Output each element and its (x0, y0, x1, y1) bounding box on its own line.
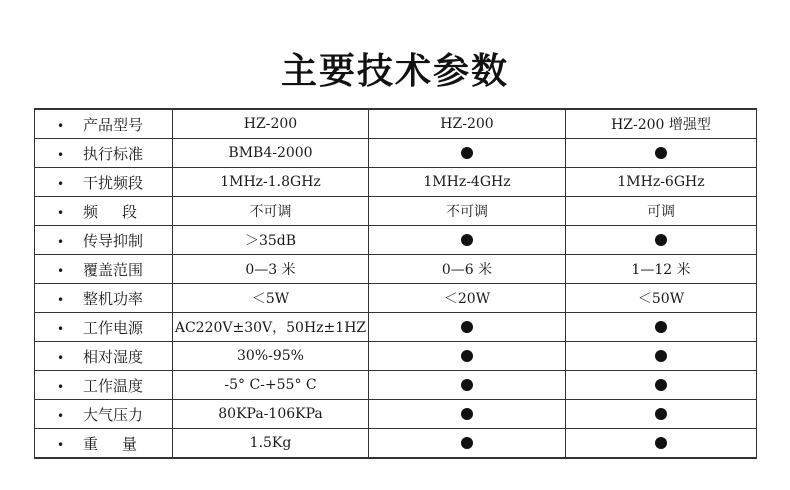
table-row (35, 371, 757, 400)
row-label: 覆盖范围 (83, 260, 144, 279)
value-cell: BMB4-2000 (173, 139, 369, 168)
bullet-icon: • (57, 118, 65, 133)
value-cell (369, 400, 566, 429)
filled-dot-icon (655, 147, 667, 159)
value-cell: 1MHz-1.8GHz (173, 168, 369, 197)
value-cell: 不可调 (173, 197, 369, 226)
row-label: 干扰频段 (83, 173, 144, 192)
value-cell: 0—6 米 (369, 255, 566, 284)
page-title: 主要技术参数 (280, 51, 509, 92)
bullet-icon: • (57, 147, 65, 162)
value-cell: 不可调 (369, 197, 566, 226)
value-cell (566, 400, 757, 429)
value-cell (566, 226, 757, 255)
value-cell (566, 342, 757, 371)
value-cell (566, 371, 757, 400)
filled-dot-icon (655, 321, 667, 333)
value-cell (369, 371, 566, 400)
row-label: 大气压力 (83, 405, 144, 424)
row-label-cell (35, 371, 173, 400)
filled-dot-icon (655, 408, 667, 420)
table-row (35, 168, 757, 197)
value-cell: 可调 (566, 197, 757, 226)
header-label: 产品型号 (83, 115, 144, 134)
row-label-cell (35, 226, 173, 255)
row-label: 工作电源 (83, 318, 144, 337)
value-cell (566, 429, 757, 459)
value-cell (369, 139, 566, 168)
table-row (35, 226, 757, 255)
row-label: 传导抑制 (83, 231, 144, 250)
filled-dot-icon (655, 350, 667, 362)
column-header-2: HZ-200 (369, 109, 566, 139)
row-label: 工作温度 (83, 376, 144, 395)
column-header-3: HZ-200 增强型 (566, 109, 757, 139)
value-cell (369, 429, 566, 459)
filled-dot-icon (461, 321, 473, 333)
value-cell: 1—12 米 (566, 255, 757, 284)
value-cell (369, 226, 566, 255)
filled-dot-icon (461, 408, 473, 420)
row-label-cell (35, 255, 173, 284)
value-cell: ＜20W (369, 284, 566, 313)
table-row (35, 284, 757, 313)
table-row (35, 255, 757, 284)
table-row (35, 429, 757, 459)
bullet-icon: • (57, 292, 65, 307)
bullet-icon: • (57, 379, 65, 394)
filled-dot-icon (461, 350, 473, 362)
value-cell: AC220V±30V，50Hz±1HZ (173, 313, 369, 342)
value-cell: -5° C-+55° C (173, 371, 369, 400)
value-cell: ＞35dB (173, 226, 369, 255)
row-label-cell (35, 284, 173, 313)
bullet-icon: • (57, 350, 65, 365)
table-header-row (35, 109, 757, 139)
bullet-icon: • (57, 437, 65, 452)
row-label: 相对湿度 (83, 347, 144, 366)
bullet-icon: • (57, 321, 65, 336)
bullet-icon: • (57, 234, 65, 249)
filled-dot-icon (461, 234, 473, 246)
row-label-cell (35, 313, 173, 342)
filled-dot-icon (655, 379, 667, 391)
column-header-1: HZ-200 (173, 109, 369, 139)
header-label-cell (35, 109, 173, 139)
row-label: 重量 (83, 434, 162, 453)
value-cell: 30%-95% (173, 342, 369, 371)
filled-dot-icon (461, 379, 473, 391)
value-cell (566, 313, 757, 342)
bullet-icon: • (57, 263, 65, 278)
row-label-cell (35, 429, 173, 459)
filled-dot-icon (461, 147, 473, 159)
row-label-cell (35, 168, 173, 197)
bullet-icon: • (57, 176, 65, 191)
value-cell: 1.5Kg (173, 429, 369, 459)
row-label-cell (35, 400, 173, 429)
row-label-cell (35, 139, 173, 168)
bullet-icon: • (57, 205, 65, 220)
value-cell: ＜5W (173, 284, 369, 313)
filled-dot-icon (461, 437, 473, 449)
value-cell: ＜50W (566, 284, 757, 313)
table-row (35, 197, 757, 226)
table-row (35, 313, 757, 342)
spec-table-body (35, 109, 757, 458)
row-label-cell (35, 342, 173, 371)
spec-table (34, 108, 757, 459)
row-label-cell (35, 197, 173, 226)
value-cell (369, 342, 566, 371)
value-cell: 0—3 米 (173, 255, 369, 284)
value-cell (369, 313, 566, 342)
table-row (35, 139, 757, 168)
table-row (35, 400, 757, 429)
value-cell: 1MHz-6GHz (566, 168, 757, 197)
bullet-icon: • (57, 408, 65, 423)
filled-dot-icon (655, 234, 667, 246)
row-label: 执行标准 (83, 144, 144, 163)
row-label: 频段 (83, 202, 162, 221)
value-cell (566, 139, 757, 168)
value-cell: 1MHz-4GHz (369, 168, 566, 197)
table-row (35, 342, 757, 371)
row-label: 整机功率 (83, 289, 144, 308)
value-cell: 80KPa-106KPa (173, 400, 369, 429)
filled-dot-icon (655, 437, 667, 449)
